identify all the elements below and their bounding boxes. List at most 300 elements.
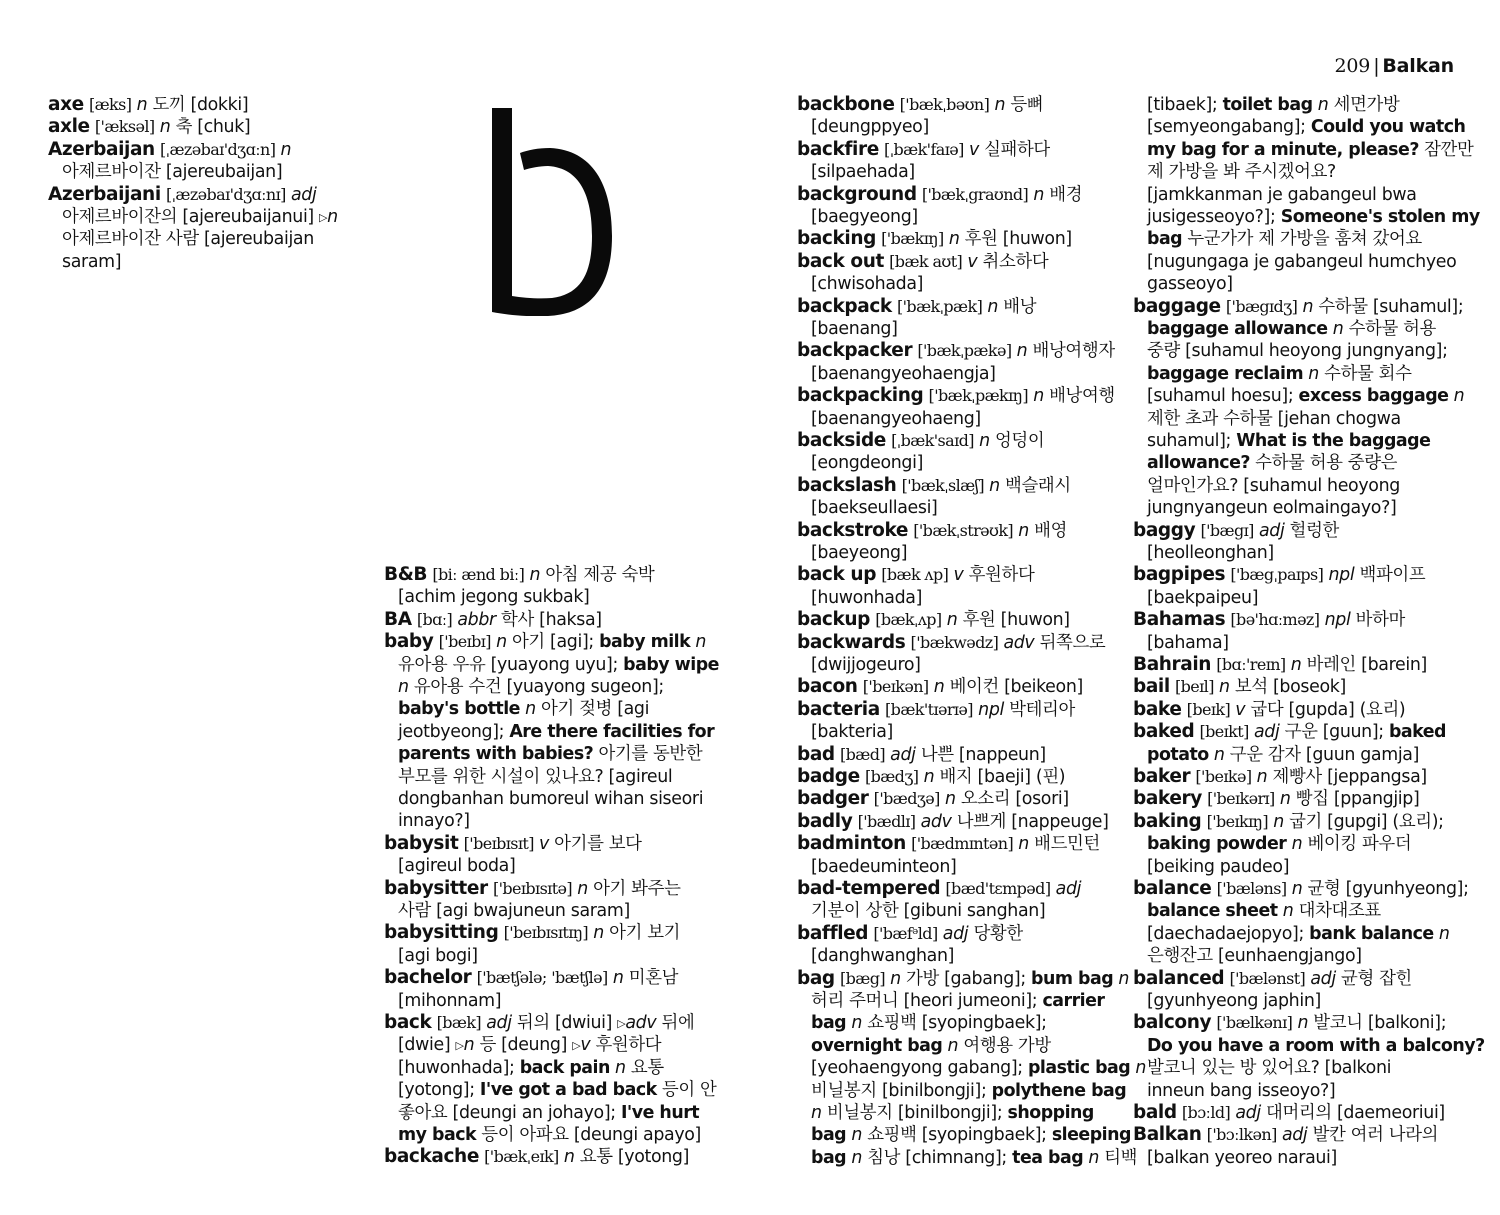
translation-text: [baenang]: [811, 319, 898, 339]
headword: baggy: [1133, 519, 1196, 541]
part-of-speech: n: [1302, 296, 1314, 317]
translation-text: 실패하다: [978, 139, 1050, 160]
translation-text: 유아용 우유 [yuayong uyu];: [398, 654, 624, 675]
entry-line: [797, 609, 1070, 631]
translation-text: 배낭여행: [1043, 386, 1115, 407]
part-of-speech: v: [967, 251, 978, 272]
translation-text: 취소하다: [977, 251, 1049, 272]
translation-text: 수하물 허용 중량은: [1249, 453, 1398, 474]
pronunciation: ['bægɪdʒ]: [1225, 296, 1298, 316]
part-of-speech: n: [577, 878, 588, 899]
entry-line: [1133, 699, 1405, 721]
bold-phrase: plastic bag: [1027, 1058, 1131, 1079]
part-of-speech: v: [580, 1035, 591, 1056]
pronunciation: [bæk]: [436, 1013, 482, 1032]
part-of-speech: v: [968, 139, 979, 160]
bold-phrase: I've hurt: [620, 1102, 700, 1123]
pronunciation: [bæk'tɪərɪə]: [885, 699, 973, 719]
translation-text: [danghwanghan]: [811, 946, 955, 967]
pronunciation: ['beɪbɪsɪt]: [463, 833, 534, 853]
entry-line: [797, 676, 1083, 698]
translation-text: [beiking paudeo]: [1147, 856, 1290, 877]
triangle-marker-icon: ▷: [319, 211, 328, 224]
entry-line: [797, 385, 1115, 407]
translation-text: 발칸 여러 나라의: [1307, 1125, 1439, 1146]
translation-text: 침낭 [chimnang];: [862, 1147, 1013, 1168]
bold-phrase: overnight bag: [811, 1035, 943, 1056]
bold-phrase: Could you watch: [1310, 117, 1466, 138]
part-of-speech: n: [947, 1035, 959, 1056]
part-of-speech: n: [1290, 655, 1302, 675]
pronunciation: ['bækˌbəʊn]: [899, 95, 990, 114]
part-of-speech: n: [1453, 386, 1465, 407]
translation-text: 제한 초과 수하물 [jehan chogwa: [1147, 408, 1401, 429]
part-of-speech: n: [1279, 789, 1291, 810]
bold-phrase: I've got a bad back: [479, 1080, 657, 1101]
entry-continuation-line: [398, 1079, 716, 1101]
headword: back up: [797, 564, 877, 586]
part-of-speech: v: [539, 833, 549, 854]
translation-text: 수하물 [suhamul];: [1313, 296, 1464, 317]
pronunciation: [bæd]: [839, 744, 885, 764]
headword: bacon: [797, 676, 858, 698]
entry-continuation-line: [811, 273, 923, 295]
entry-line: [797, 184, 1082, 206]
part-of-speech: n: [463, 1035, 475, 1056]
entry-line: [384, 1012, 694, 1034]
translation-text: 엉덩이: [989, 431, 1045, 451]
part-of-speech: n: [811, 1103, 822, 1123]
translation-text: [huwonhada]: [811, 587, 923, 608]
translation-text: 배경: [1044, 184, 1083, 205]
part-of-speech: adj: [942, 923, 969, 944]
translation-text: 쇼핑백 [syopingbaek];: [862, 1013, 1047, 1034]
translation-text: 나쁘게 [nappeuge]: [951, 811, 1109, 832]
entry-line: [384, 564, 654, 586]
translation-text: [suhamul hoesu];: [1147, 386, 1299, 407]
translation-text: [agireul boda]: [398, 856, 516, 877]
entry-line: [797, 878, 1081, 900]
pronunciation: ['bægˌpaɪps]: [1230, 565, 1324, 585]
part-of-speech: n: [1317, 95, 1329, 115]
bold-phrase: potato: [1147, 744, 1209, 765]
entry-line: [1133, 564, 1425, 586]
entry-continuation-line: [398, 990, 501, 1012]
entry-continuation-line: [811, 1012, 1047, 1034]
part-of-speech: adj: [291, 184, 317, 205]
bold-phrase: balance sheet: [1147, 901, 1278, 922]
bold-phrase: bag: [811, 1147, 847, 1168]
part-of-speech: adj: [890, 744, 916, 765]
entry-line: [797, 744, 1046, 766]
part-of-speech: adj: [1310, 968, 1336, 989]
translation-text: 아기 [agi];: [506, 632, 600, 653]
headword: backside: [797, 430, 886, 451]
part-of-speech: n: [1273, 811, 1284, 832]
entry-continuation-line: [811, 945, 954, 967]
pronunciation: ['bægɪ]: [1200, 520, 1254, 540]
part-of-speech: v: [1235, 699, 1246, 720]
headword: background: [797, 183, 917, 205]
entry-line: [48, 116, 250, 138]
entry-continuation-line: [1147, 945, 1362, 967]
part-of-speech: n: [529, 565, 541, 585]
part-of-speech: n: [989, 475, 1000, 496]
translation-text: [tibaek];: [1147, 95, 1223, 115]
headword: bald: [1133, 1102, 1177, 1123]
entry-continuation-line: [398, 900, 630, 922]
headword: Azerbaijani: [48, 183, 161, 205]
entry-continuation-line: [1147, 833, 1411, 855]
part-of-speech: n: [593, 923, 604, 944]
part-of-speech: n: [1033, 184, 1045, 205]
translation-text: 박테리아: [1003, 699, 1075, 720]
translation-text: 아기 보기: [603, 923, 681, 944]
translation-text: 후원 [huwon]: [957, 610, 1070, 631]
entry-continuation-line: [811, 721, 893, 743]
entry-line: [797, 968, 1129, 990]
entry-line: [48, 184, 316, 206]
entry-continuation-line: [1147, 408, 1401, 430]
part-of-speech: n: [933, 677, 945, 698]
pronunciation: ['bækɪŋ]: [881, 229, 944, 249]
headword: balance: [1133, 878, 1212, 899]
headword: back out: [797, 250, 884, 272]
translation-text: 등 [deung]: [474, 1035, 573, 1056]
headword: bail: [1133, 676, 1170, 698]
entry-line: [1133, 1124, 1438, 1146]
part-of-speech: n: [979, 431, 990, 451]
entry-continuation-line: [811, 318, 898, 340]
pronunciation: ['bækˌgraʊnd]: [921, 184, 1029, 204]
translation-text: 쇼핑백 [syopingbaek];: [862, 1125, 1052, 1146]
entry-continuation-line: [811, 116, 929, 138]
translation-text: 수하물 허용: [1343, 319, 1436, 339]
part-of-speech: n: [851, 1013, 863, 1034]
translation-text: 오소리 [osori]: [955, 789, 1069, 810]
entry-line: [797, 430, 1044, 452]
entry-line: [797, 811, 1109, 833]
headword: backpacking: [797, 385, 924, 407]
pronunciation: [bə'hɑːməz]: [1230, 610, 1320, 630]
entry-continuation-line: [398, 788, 703, 810]
bold-phrase: baby's bottle: [398, 699, 520, 720]
entry-continuation-line: [1147, 430, 1430, 452]
bold-phrase: tea bag: [1012, 1147, 1084, 1168]
headword: balanced: [1133, 967, 1225, 989]
headword: baker: [1133, 766, 1191, 787]
entry-line: [1133, 811, 1444, 833]
translation-text: 당황한: [968, 923, 1023, 944]
part-of-speech: n: [1135, 1058, 1147, 1079]
headword: backache: [384, 1146, 479, 1168]
translation-text: [jamkkanman je gabangeul bwa: [1147, 184, 1417, 205]
pronunciation: ['beɪbɪ]: [438, 632, 491, 652]
translation-text: inneun bang isseoyo?]: [1147, 1080, 1336, 1101]
translation-text: 가방 [gabang];: [900, 968, 1032, 989]
entry-continuation-line: [1147, 452, 1397, 474]
headword: backfire: [797, 138, 879, 160]
headword: bachelor: [384, 967, 472, 989]
translation-text: 중량 [suhamul heoyong jungnyang];: [1147, 341, 1448, 362]
part-of-speech: adv: [1003, 632, 1035, 653]
entry-continuation-line: [1147, 318, 1436, 340]
entry-line: [797, 632, 1105, 654]
translation-text: [huwonhada];: [398, 1057, 520, 1078]
translation-text: 바레인 [barein]: [1301, 655, 1427, 675]
entry-continuation-line: [1147, 385, 1464, 407]
headword: axe: [48, 94, 84, 115]
translation-text: [nugungaga je gabangeul humchyeo: [1147, 251, 1457, 272]
headword: BA: [384, 608, 412, 630]
entry-line: [797, 251, 1048, 273]
pronunciation: ['bækˌpækə]: [917, 341, 1012, 361]
translation-text: [daechadaejopyo];: [1147, 923, 1310, 944]
translation-text: jusigesseoyo?];: [1147, 207, 1281, 227]
triangle-marker-icon: ▷: [572, 1039, 581, 1053]
headword: Azerbaijan: [48, 138, 155, 160]
translation-text: [chwisohada]: [811, 274, 924, 295]
translation-text: 대차대조표: [1293, 901, 1381, 922]
translation-text: [bakteria]: [811, 722, 893, 743]
entry-continuation-line: [398, 766, 672, 788]
headword: baggage: [1133, 295, 1221, 317]
entry-line: [1133, 676, 1346, 698]
headword: bake: [1133, 698, 1182, 720]
translation-text: 배지 [baeji] (핀): [934, 767, 1066, 787]
translation-text: 유아용 수건 [yuayong sugeon];: [408, 677, 664, 697]
part-of-speech: n: [525, 699, 536, 720]
headword: backpacker: [797, 340, 913, 362]
translation-text: [baekpaipeu]: [1147, 587, 1259, 608]
pronunciation: ['bæləns]: [1216, 879, 1287, 898]
translation-text: gasseoyo]: [1147, 274, 1233, 295]
pronunciation: [bæk ʌp]: [881, 565, 949, 585]
translation-text: 등이 아파요 [deungi apayo]: [476, 1125, 701, 1145]
part-of-speech: adj: [1258, 520, 1285, 541]
translation-text: 후원하다: [590, 1035, 662, 1056]
translation-text: 구운 [guun];: [1279, 722, 1389, 743]
translation-text: dongbanhan bumoreul wihan siseori: [398, 789, 704, 809]
pronunciation: [bækˌʌp]: [875, 610, 942, 630]
section-letter-b: [484, 100, 612, 316]
entry-continuation-line: [1147, 744, 1419, 766]
entry-line: [1133, 609, 1405, 631]
entry-line: [797, 833, 1100, 855]
entry-continuation-line: [1147, 1057, 1391, 1079]
headword: badminton: [797, 833, 906, 855]
part-of-speech: n: [1219, 677, 1230, 698]
pronunciation: ['bædmɪntən]: [911, 834, 1014, 854]
entry-continuation-line: [811, 452, 923, 474]
entry-line: [797, 139, 1050, 161]
entry-continuation-line: [1147, 587, 1258, 609]
part-of-speech: n: [615, 1057, 626, 1078]
pronunciation: [bæd'tɛmpəd]: [945, 879, 1051, 898]
entry-continuation-line: [811, 900, 1045, 922]
translation-text: [eongdeongi]: [811, 453, 924, 474]
bold-phrase: toilet bag: [1222, 95, 1313, 115]
entry-continuation-line: [1147, 94, 1399, 116]
translation-text: 아기 봐주는: [587, 878, 681, 899]
headword: balcony: [1133, 1012, 1212, 1034]
translation-text: [semyeongabang];: [1147, 117, 1311, 138]
translation-text: [achim jegong sukbak]: [398, 587, 590, 608]
pronunciation: ['bædlɪ]: [857, 811, 916, 831]
headword: Bahrain: [1133, 654, 1212, 675]
pronunciation: [biː ænd biː]: [432, 565, 525, 584]
pronunciation: [bɑː]: [416, 609, 453, 629]
translation-text: [bahama]: [1147, 632, 1229, 653]
part-of-speech: n: [1297, 1013, 1309, 1034]
translation-text: saram]: [62, 251, 122, 272]
translation-text: 백슬래시: [999, 475, 1071, 496]
pronunciation: ['bækˌpæk]: [896, 296, 983, 316]
entry-continuation-line: [811, 1080, 1126, 1102]
translation-text: 아기를 동반한: [593, 744, 703, 765]
bold-phrase: sleeping: [1051, 1125, 1131, 1146]
translation-text: 사람 [agi bwajuneun saram]: [398, 901, 630, 921]
translation-text: 나쁜 [nappeun]: [915, 744, 1046, 765]
entry-continuation-line: [811, 1147, 1137, 1169]
part-of-speech: n: [1118, 968, 1130, 989]
part-of-speech: n: [612, 968, 624, 989]
translation-text: 발코니 [balkoni];: [1308, 1013, 1447, 1034]
part-of-speech: n: [1033, 386, 1044, 407]
pronunciation: [bæg]: [839, 968, 885, 988]
entry-continuation-line: [811, 363, 996, 385]
entry-line: [1133, 721, 1446, 743]
entry-continuation-line: [1147, 340, 1448, 362]
translation-text: 헐렁한: [1284, 520, 1339, 541]
entry-line: [1133, 878, 1469, 900]
part-of-speech: adv: [625, 1013, 657, 1033]
entry-continuation-line: [1147, 161, 1336, 183]
part-of-speech: n: [1256, 767, 1268, 787]
entry-continuation-line: [811, 990, 1105, 1012]
entry-continuation-line: [811, 542, 907, 564]
entry-continuation-line: [1147, 206, 1480, 228]
translation-text: [baenangyeohaeng]: [811, 408, 981, 429]
headword: backwards: [797, 631, 906, 653]
translation-text: 뒤의 [dwiui]: [511, 1013, 618, 1033]
entry-continuation-line: [1147, 1035, 1485, 1057]
bold-phrase: Do you have a room with a balcony?: [1147, 1035, 1485, 1056]
translation-text: 아제르바이잔 [ajereubaijan]: [62, 162, 283, 183]
triangle-marker-icon: ▷: [617, 1017, 626, 1030]
entry-line: [1133, 520, 1339, 542]
entry-line: [1133, 968, 1412, 990]
pronunciation: ['bæfᵊld]: [873, 923, 938, 943]
pronunciation: [bɑː'reɪn]: [1216, 655, 1286, 674]
entry-line: [797, 520, 1067, 542]
headword: babysit: [384, 832, 459, 854]
part-of-speech: n: [563, 1147, 575, 1168]
header-separator: |: [1373, 55, 1380, 77]
part-of-speech: adj: [1281, 1125, 1308, 1146]
entry-continuation-line: [398, 698, 649, 720]
headword: bad-tempered: [797, 878, 941, 899]
entry-continuation-line: [811, 1124, 1131, 1146]
bold-phrase: back pain: [519, 1057, 610, 1078]
translation-text: 구운 감자 [guun gamja]: [1224, 744, 1420, 765]
part-of-speech: n: [1308, 363, 1319, 384]
translation-text: 티백: [1099, 1147, 1138, 1168]
pronunciation: ['bækˌeɪk]: [484, 1147, 559, 1167]
bold-phrase: my bag for a minute, please?: [1147, 139, 1419, 160]
translation-text: 굽기 [gupgi] (요리);: [1283, 811, 1444, 832]
translation-text: 누군가가 제 가방을 훔쳐 갔어요: [1182, 229, 1422, 250]
translation-text: 좋아요 [deungi an johayo];: [398, 1102, 621, 1123]
translation-text: 후원 [huwon]: [959, 229, 1072, 250]
entry-line: [1133, 654, 1427, 676]
entry-continuation-line: [1147, 475, 1400, 497]
entry-continuation-line: [1147, 184, 1417, 206]
translation-text: 아기 젖병 [agi: [535, 699, 650, 720]
headword: bad: [797, 743, 835, 765]
translation-text: 뒤쪽으로: [1034, 632, 1106, 653]
part-of-speech: n: [280, 139, 292, 160]
entry-continuation-line: [398, 676, 664, 698]
pronunciation: ['bɔːlkən]: [1206, 1125, 1277, 1145]
part-of-speech: npl: [978, 699, 1004, 720]
bold-phrase: polythene bag: [991, 1080, 1127, 1101]
part-of-speech: n: [851, 1125, 863, 1146]
translation-text: [gyunhyeong japhin]: [1147, 991, 1321, 1011]
pronunciation: ['beɪkɪŋ]: [1206, 811, 1269, 831]
entry-continuation-line: [811, 1057, 1146, 1079]
entry-continuation-line: [398, 1124, 701, 1146]
bold-phrase: bag: [811, 1125, 847, 1146]
headword: babysitting: [384, 922, 499, 944]
entry-continuation-line: [398, 945, 478, 967]
headword: bagpipes: [1133, 564, 1226, 586]
translation-text: 제 가방을 봐 주시겠어요?: [1147, 162, 1336, 183]
entry-line: [384, 631, 706, 653]
translation-text: 백파이프: [1354, 565, 1426, 586]
translation-text: [heolleonghan]: [1147, 543, 1274, 563]
part-of-speech: n: [1291, 879, 1303, 899]
translation-text: 비닐봉지 [binilbongji];: [821, 1103, 1008, 1123]
pronunciation: ['beɪkə]: [1195, 767, 1252, 786]
pronunciation: ['bækwədz]: [910, 632, 999, 652]
translation-text: [deungppyeo]: [811, 117, 929, 138]
translation-text: [baedeuminteon]: [811, 856, 957, 877]
bold-phrase: baby milk: [599, 632, 691, 653]
headword: badge: [797, 766, 860, 787]
entry-continuation-line: [398, 586, 589, 608]
entry-line: [797, 788, 1069, 810]
pronunciation: ['bædʒə]: [873, 789, 940, 809]
bold-phrase: Are there facilities for: [509, 721, 715, 742]
translation-text: 도끼 [dokki]: [147, 95, 249, 115]
translation-text: [agi bogi]: [398, 945, 478, 966]
page-header: [1335, 55, 1454, 77]
headword: backbone: [797, 94, 895, 115]
entry-continuation-line: [1147, 497, 1396, 519]
entry-continuation-line: [1147, 273, 1233, 295]
headword: baked: [1133, 721, 1195, 743]
translation-text: 배영: [1028, 520, 1068, 541]
part-of-speech: n: [944, 789, 956, 810]
translation-text: [baekseullaesi]: [811, 498, 938, 519]
headword: Balkan: [1133, 1124, 1202, 1146]
entry-continuation-line: [62, 206, 338, 228]
entry-line: [1133, 1102, 1445, 1124]
pronunciation: ['bækˌslæʃ]: [901, 475, 984, 495]
part-of-speech: n: [327, 207, 338, 227]
part-of-speech: adj: [486, 1013, 512, 1033]
